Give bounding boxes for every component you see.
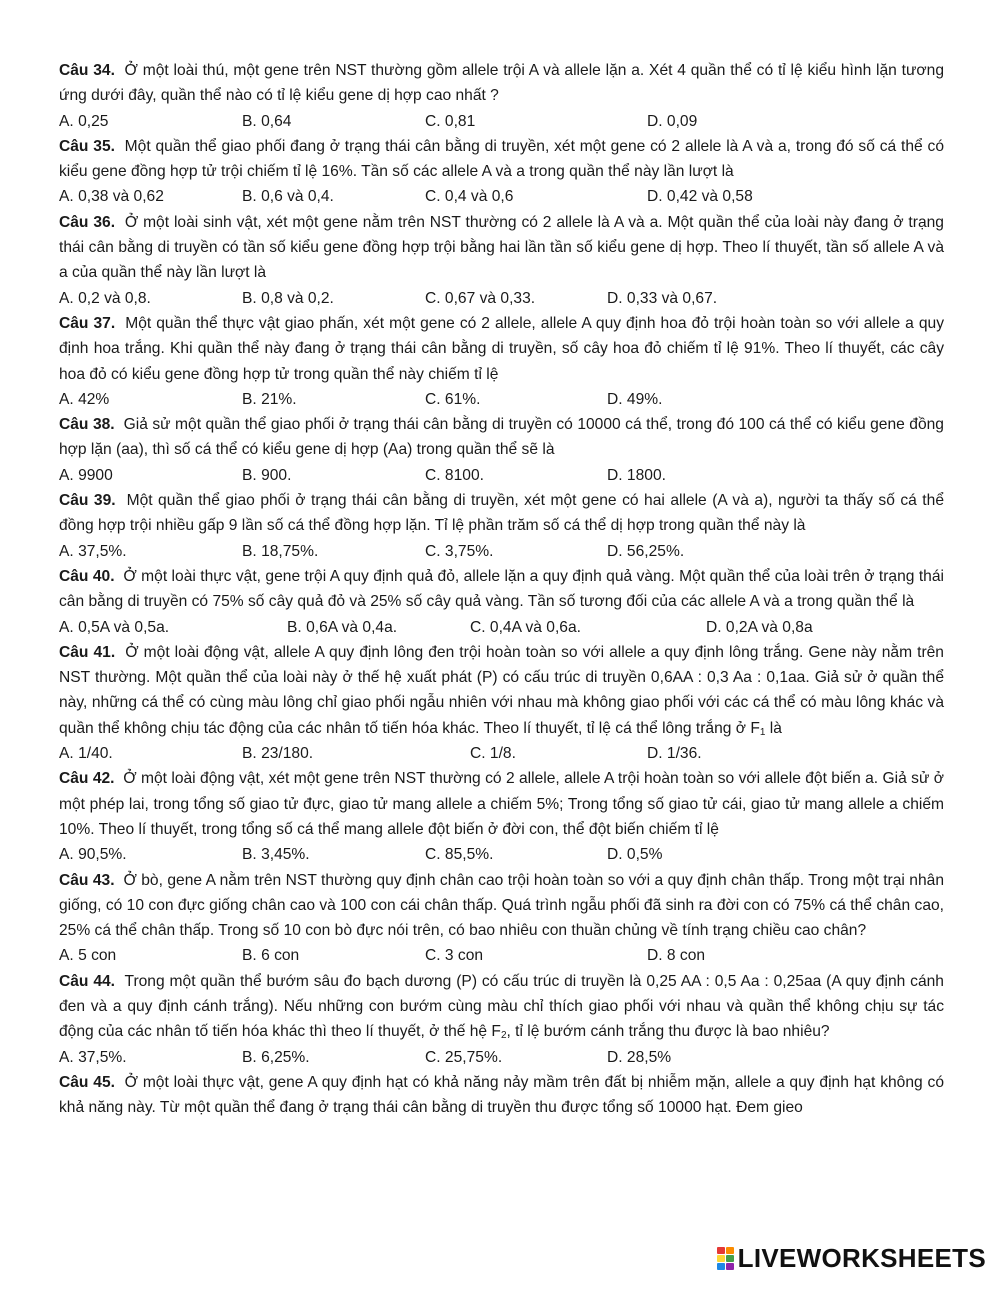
options-row — [59, 741, 944, 766]
option-a[interactable]: A. 5 con — [59, 947, 117, 965]
option-c[interactable]: C. 61%. — [425, 390, 481, 408]
question-39 — [59, 488, 944, 539]
question-36 — [59, 210, 944, 286]
option-c[interactable]: C. 0,4 và 0,6 — [425, 188, 514, 206]
question-text: Ở một loài động vật, allele A quy định lông đen trội hoàn toàn so với allele a quy định lông trắng. Gene này nằm trên NST thường. Một quần thể của loài này ở thế hệ xuất phát (P) có cấu trúc di truyền 0,6AA : 0,3 Aa : 0,1aa. Giả sử ở quần thể này, những cá thể có cùng màu lông chỉ giao phối ngẫu nhiên với nhau mà không giao phối với các cá thể có màu lông khác và quần thể không chịu tác động của các nhân tố tiến hóa khác. Theo lí thuyết, tỉ lệ cá thể lông trắng ở F — [59, 643, 944, 737]
option-c[interactable]: C. 1/8. — [470, 745, 516, 763]
question-43 — [59, 868, 944, 944]
question-label: Câu 42. — [59, 770, 115, 788]
option-d[interactable]: D. 8 con — [647, 947, 706, 965]
question-40 — [59, 564, 944, 615]
options-row — [59, 387, 944, 412]
question-38 — [59, 412, 944, 463]
option-b[interactable]: B. 0,8 và 0,2. — [242, 289, 334, 307]
question-text: Ở một loài động vật, xét một gene trên NST thường có 2 allele, allele A trội hoàn toàn so với allele đột biến a. Giả sử ở một phép lai, trong tổng số giao tử đực, giao tử mang allele a chiếm 5%; Trong tổng số giao tử cái, giao tử mang allele a chiếm 10%. Theo lí thuyết, trong tổng số cá thể mang allele đột biến ở đời con, thể đột biến chiếm tỉ lệ — [59, 770, 944, 838]
option-c[interactable]: C. 25,75%. — [425, 1048, 503, 1066]
option-c[interactable]: C. 3,75%. — [425, 542, 494, 560]
question-text-tail: là — [765, 719, 782, 737]
option-c[interactable]: C. 8100. — [425, 466, 484, 484]
question-text: Trong một quần thể bướm sâu đo bạch dương (P) có cấu trúc di truyền là 0,25 AA : 0,5 Aa : 0,25aa (A quy định cánh đen và a quy định cánh trắng). Nếu những con bướm cùng màu chỉ thích giao phối với nhau và quần thể không chịu sự tác động của các nhân tố tiến hóa khác thì theo lí thuyết, ở thế hệ F — [59, 972, 944, 1041]
option-d[interactable]: D. 0,2A và 0,8a — [706, 618, 813, 636]
option-c[interactable]: C. 85,5%. — [425, 846, 494, 864]
question-label: Câu 36. — [59, 213, 116, 231]
question-text: Ở một loài sinh vật, xét một gene nằm trên NST thường có 2 allele là A và a. Một quần thể của loài này đang ở trạng thái cân bằng di truyền có tần số kiểu gene đồng hợp trội bằng hai lần tần số kiểu gene dị hợp. Theo lí thuyết, tần số allele A và a của quần thể này lần lượt là — [59, 213, 944, 282]
question-text: Giả sử một quần thể giao phối ở trạng thái cân bằng di truyền có 10000 cá thể, trong đó 100 cá thể có kiểu gene đồng hợp lặn (aa), thì số cá thể có kiểu gene dị hợp (Aa) trong quần thể sẽ là — [59, 416, 944, 459]
question-text: Ở một loài thú, một gene trên NST thường gồm allele trội A và allele lặn a. Xét 4 quần thể có tỉ lệ kiểu hình lặn tương ứng dưới đây, quần thể nào có tỉ lệ kiểu gene dị hợp cao nhất ? — [59, 62, 944, 105]
options-row — [59, 463, 944, 488]
worksheet-content — [59, 58, 944, 1120]
option-c[interactable]: C. 0,81 — [425, 112, 476, 130]
option-b[interactable]: B. 6 con — [242, 947, 300, 965]
options-row — [59, 842, 944, 867]
option-b[interactable]: B. 3,45%. — [242, 846, 310, 864]
question-35 — [59, 134, 944, 185]
option-a[interactable]: A. 90,5%. — [59, 846, 127, 864]
question-text: Một quần thể thực vật giao phấn, xét một gene có 2 allele, allele A quy định hoa đỏ trội hoàn toàn so với allele a quy định hoa trắng. Khi quần thể này đang ở trạng thái cân bằng di truyền, số cây hoa đỏ chiếm tỉ lệ 91%. Theo lí thuyết, các cây hoa đỏ có kiểu gene đồng hợp tử trong quần thể này chiếm tỉ lệ — [59, 314, 944, 383]
option-d[interactable]: D. 28,5% — [607, 1048, 672, 1066]
option-a[interactable]: A. 0,38 và 0,62 — [59, 188, 164, 206]
options-row — [59, 615, 944, 640]
option-d[interactable]: D. 1/36. — [647, 745, 702, 763]
question-42 — [59, 766, 944, 842]
option-a[interactable]: A. 37,5%. — [59, 542, 127, 560]
option-c[interactable]: C. 0,4A và 0,6a. — [470, 618, 581, 636]
question-text: Một quần thể giao phối ở trạng thái cân bằng di truyền, xét một gene có hai allele (A và a), người ta thấy số cá thể đồng hợp trội nhiều gấp 9 lần số cá thể đồng hợp lặn. Tỉ lệ phần trăm số cá thể dị hợp trong quần thể này là — [59, 492, 944, 535]
option-a[interactable]: A. 9900 — [59, 466, 113, 484]
option-d[interactable]: D. 0,5% — [607, 846, 663, 864]
subscript: 1 — [759, 726, 766, 738]
option-a[interactable]: A. 0,5A và 0,5a. — [59, 618, 170, 636]
question-34 — [59, 58, 944, 109]
option-b[interactable]: B. 0,64 — [242, 112, 292, 130]
option-a[interactable]: A. 42% — [59, 390, 110, 408]
options-row — [59, 286, 944, 311]
option-c[interactable]: C. 3 con — [425, 947, 484, 965]
question-text: Ở một loài thực vật, gene A quy định hạt có khả năng nảy mầm trên đất bị nhiễm mặn, allele a quy định hạt không có khả năng này. Từ một quần thể đang ở trạng thái cân bằng di truyền thu được tổng số 10000 hạt. Đem gieo — [59, 1073, 944, 1117]
question-text-tail: , tỉ lệ bướm cánh trắng thu được là bao nhiêu? — [506, 1023, 830, 1041]
question-label: Câu 43. — [59, 871, 115, 889]
question-text: Ở một loài thực vật, gene trội A quy định quả đỏ, allele lặn a quy định quả vàng. Một quần thể của loài trên ở trạng thái cân bằng di truyền có 75% số cây quả đỏ và 25% số cây quả vàng. Tần số tương đối của các allele A và a trong quần thể là — [59, 567, 944, 611]
option-a[interactable]: A. 1/40. — [59, 745, 113, 763]
option-b[interactable]: B. 0,6 và 0,4. — [242, 188, 334, 206]
question-label: Câu 41. — [59, 643, 116, 661]
option-b[interactable]: B. 900. — [242, 466, 292, 484]
question-label: Câu 34. — [59, 62, 115, 79]
option-d[interactable]: D. 0,42 và 0,58 — [647, 188, 753, 206]
liveworksheets-logo — [717, 1243, 986, 1274]
question-label: Câu 39. — [59, 492, 116, 510]
question-41 — [59, 640, 944, 741]
question-label: Câu 38. — [59, 416, 115, 434]
question-label: Câu 44. — [59, 972, 116, 990]
option-d[interactable]: D. 0,09 — [647, 112, 698, 130]
option-a[interactable]: A. 0,2 và 0,8. — [59, 289, 151, 307]
question-44 — [59, 969, 944, 1045]
option-d[interactable]: D. 0,33 và 0,67. — [607, 289, 718, 307]
option-a[interactable]: A. 37,5%. — [59, 1048, 127, 1066]
option-b[interactable]: B. 23/180. — [242, 745, 314, 763]
options-row — [59, 184, 944, 209]
question-label: Câu 40. — [59, 567, 115, 585]
question-label: Câu 45. — [59, 1073, 115, 1091]
options-row — [59, 943, 944, 968]
question-label: Câu 37. — [59, 314, 116, 332]
option-b[interactable]: B. 21%. — [242, 390, 297, 408]
option-d[interactable]: D. 49%. — [607, 390, 663, 408]
option-c[interactable]: C. 0,67 và 0,33. — [425, 289, 536, 307]
options-row — [59, 109, 944, 134]
subscript: 2 — [500, 1030, 507, 1042]
option-b[interactable]: B. 0,6A và 0,4a. — [287, 618, 398, 636]
option-b[interactable]: B. 18,75%. — [242, 542, 319, 560]
logo-text: LIVEWORKSHEETS — [737, 1243, 986, 1273]
option-a[interactable]: A. 0,25 — [59, 112, 109, 130]
question-37 — [59, 311, 944, 387]
question-text: Một quần thể giao phối đang ở trạng thái cân bằng di truyền, xét một gene có 2 allele là A và a, trong đó số cá thể có kiểu gene đồng hợp tử trội chiếm tỉ lệ 16%. Tần số các allele A và a trong quần thể này lần lượt là — [59, 137, 944, 181]
option-d[interactable]: D. 56,25%. — [607, 542, 685, 560]
option-b[interactable]: B. 6,25%. — [242, 1048, 310, 1066]
question-label: Câu 35. — [59, 137, 115, 155]
options-row — [59, 539, 944, 564]
option-d[interactable]: D. 1800. — [607, 466, 666, 484]
options-row — [59, 1045, 944, 1070]
question-45 — [59, 1070, 944, 1121]
question-text: Ở bò, gene A nằm trên NST thường quy định chân cao trội hoàn toàn so với a quy định chân thấp. Trong một trại nhân giống, có 10 con đực giống chân cao và 100 con cái chân thấp. Quá trình ngẫu phối đã sinh ra đời con có 75% cá thể chân cao, 25% cá thể chân thấp. Trong số 10 con bò đực nói trên, có bao nhiêu con thuần chủng về tính trạng chiều cao chân? — [59, 871, 945, 940]
logo-mark-icon — [717, 1247, 734, 1270]
